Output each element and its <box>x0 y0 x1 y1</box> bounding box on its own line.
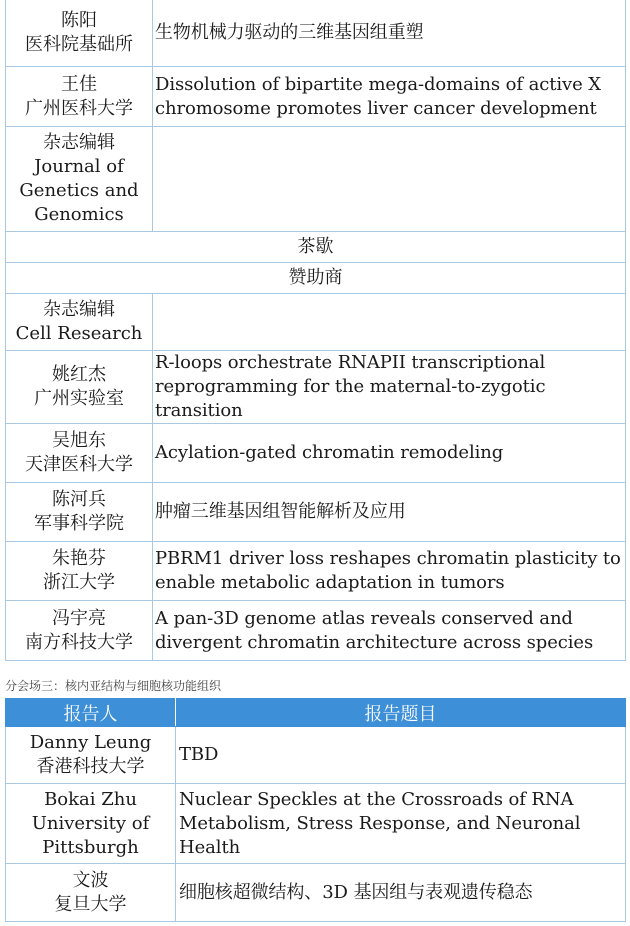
speaker-cell <box>6 351 153 424</box>
topic-cell: TBD <box>176 727 626 784</box>
journal-name-line: Genomics <box>34 204 124 225</box>
speaker-cell <box>6 864 176 922</box>
speaker-name: 朱艳芬 <box>52 548 106 569</box>
topic-cell: A pan-3D genome atlas reveals conserved and divergent chromatin architecture across species <box>153 601 626 661</box>
table-row <box>6 0 626 67</box>
speaker-name: 吴旭东 <box>52 430 106 451</box>
table-row <box>6 294 626 351</box>
speaker-name: 文波 <box>72 869 109 891</box>
speaker-affiliation: 广州实验室 <box>34 388 124 409</box>
session3-table <box>5 698 626 922</box>
speaker-name: 陈阳 <box>61 9 97 31</box>
topic-cell: Nuclear Speckles at the Crossroads of RNA Metabolism, Stress Response, and Neuronal Health <box>176 784 626 864</box>
topic-cell: PBRM1 driver loss reshapes chromatin plasticity to enable metabolic adaptation in tumors <box>153 542 626 601</box>
journal-name-line: Cell Research <box>15 323 143 344</box>
speaker-name: 陈河兵 <box>52 489 106 510</box>
speaker-cell <box>6 67 153 127</box>
table-row <box>6 127 626 232</box>
table-row <box>6 351 626 424</box>
table-row <box>6 727 626 784</box>
speaker-name: 姚红杰 <box>52 364 106 385</box>
topic-cell: R-loops orchestrate RNAPII transcriptional reprogramming for the maternal-to-zygotic transition <box>153 351 626 424</box>
topic-cell: Acylation-gated chromatin remodeling <box>153 424 626 483</box>
speaker-cell <box>6 0 153 67</box>
header-speaker: 报告人 <box>6 699 176 727</box>
speaker-affiliation: Pittsburgh <box>42 836 139 858</box>
table-row <box>6 483 626 542</box>
speaker-affiliation: 复旦大学 <box>54 893 127 915</box>
topic-cell: 细胞核超微结构、3D 基因组与表观遗传稳态 <box>176 864 626 922</box>
speaker-role: 杂志编辑 <box>43 132 115 153</box>
speaker-name: Danny Leung <box>29 732 152 753</box>
table-row-sponsor <box>6 263 626 294</box>
header-topic: 报告题目 <box>176 699 626 727</box>
speaker-cell <box>6 601 153 661</box>
table-row <box>6 784 626 864</box>
speaker-cell <box>6 542 153 601</box>
journal-name-line: Genetics and <box>19 180 139 201</box>
topic-cell: Dissolution of bipartite mega-domains of active X chromosome promotes liver cancer development <box>153 67 626 127</box>
table-row-break <box>6 232 626 263</box>
speaker-affiliation: 军事科学院 <box>34 513 124 534</box>
speaker-name: 王佳 <box>61 73 97 95</box>
speaker-role: 杂志编辑 <box>43 299 115 320</box>
speaker-cell <box>6 727 176 784</box>
topic-cell-empty <box>153 127 626 232</box>
sponsor-label: 赞助商 <box>6 263 626 294</box>
speaker-cell <box>6 483 153 542</box>
speaker-cell <box>6 424 153 483</box>
speaker-affiliation: 南方科技大学 <box>25 631 133 653</box>
speaker-affiliation: 天津医科大学 <box>25 454 133 475</box>
table-row <box>6 601 626 661</box>
table-row <box>6 864 626 922</box>
speaker-affiliation: 香港科技大学 <box>36 756 145 777</box>
speaker-affiliation: 广州医科大学 <box>25 97 133 119</box>
speaker-cell <box>6 127 153 232</box>
speaker-cell <box>6 294 153 351</box>
speaker-affiliation: University of <box>31 812 150 834</box>
tea-break-label: 茶歇 <box>6 232 626 263</box>
table-row <box>6 542 626 601</box>
journal-name-line: Journal of <box>34 156 124 177</box>
topic-cell: 生物机械力驱动的三维基因组重塑 <box>153 0 626 67</box>
topic-cell: 肿瘤三维基因组智能解析及应用 <box>153 483 626 542</box>
speaker-name: 冯宇亮 <box>52 607 106 629</box>
table-row <box>6 424 626 483</box>
speaker-cell <box>6 784 176 864</box>
table-header-row <box>6 699 626 727</box>
table-row <box>6 67 626 127</box>
topic-cell-empty <box>153 294 626 351</box>
speaker-affiliation: 医科院基础所 <box>25 33 133 55</box>
speaker-name: Bokai Zhu <box>44 788 137 810</box>
speaker-affiliation: 浙江大学 <box>43 572 115 593</box>
session-caption: 分会场三：核内亚结构与细胞核功能组织 <box>5 679 222 693</box>
schedule-table-continued <box>5 0 626 661</box>
